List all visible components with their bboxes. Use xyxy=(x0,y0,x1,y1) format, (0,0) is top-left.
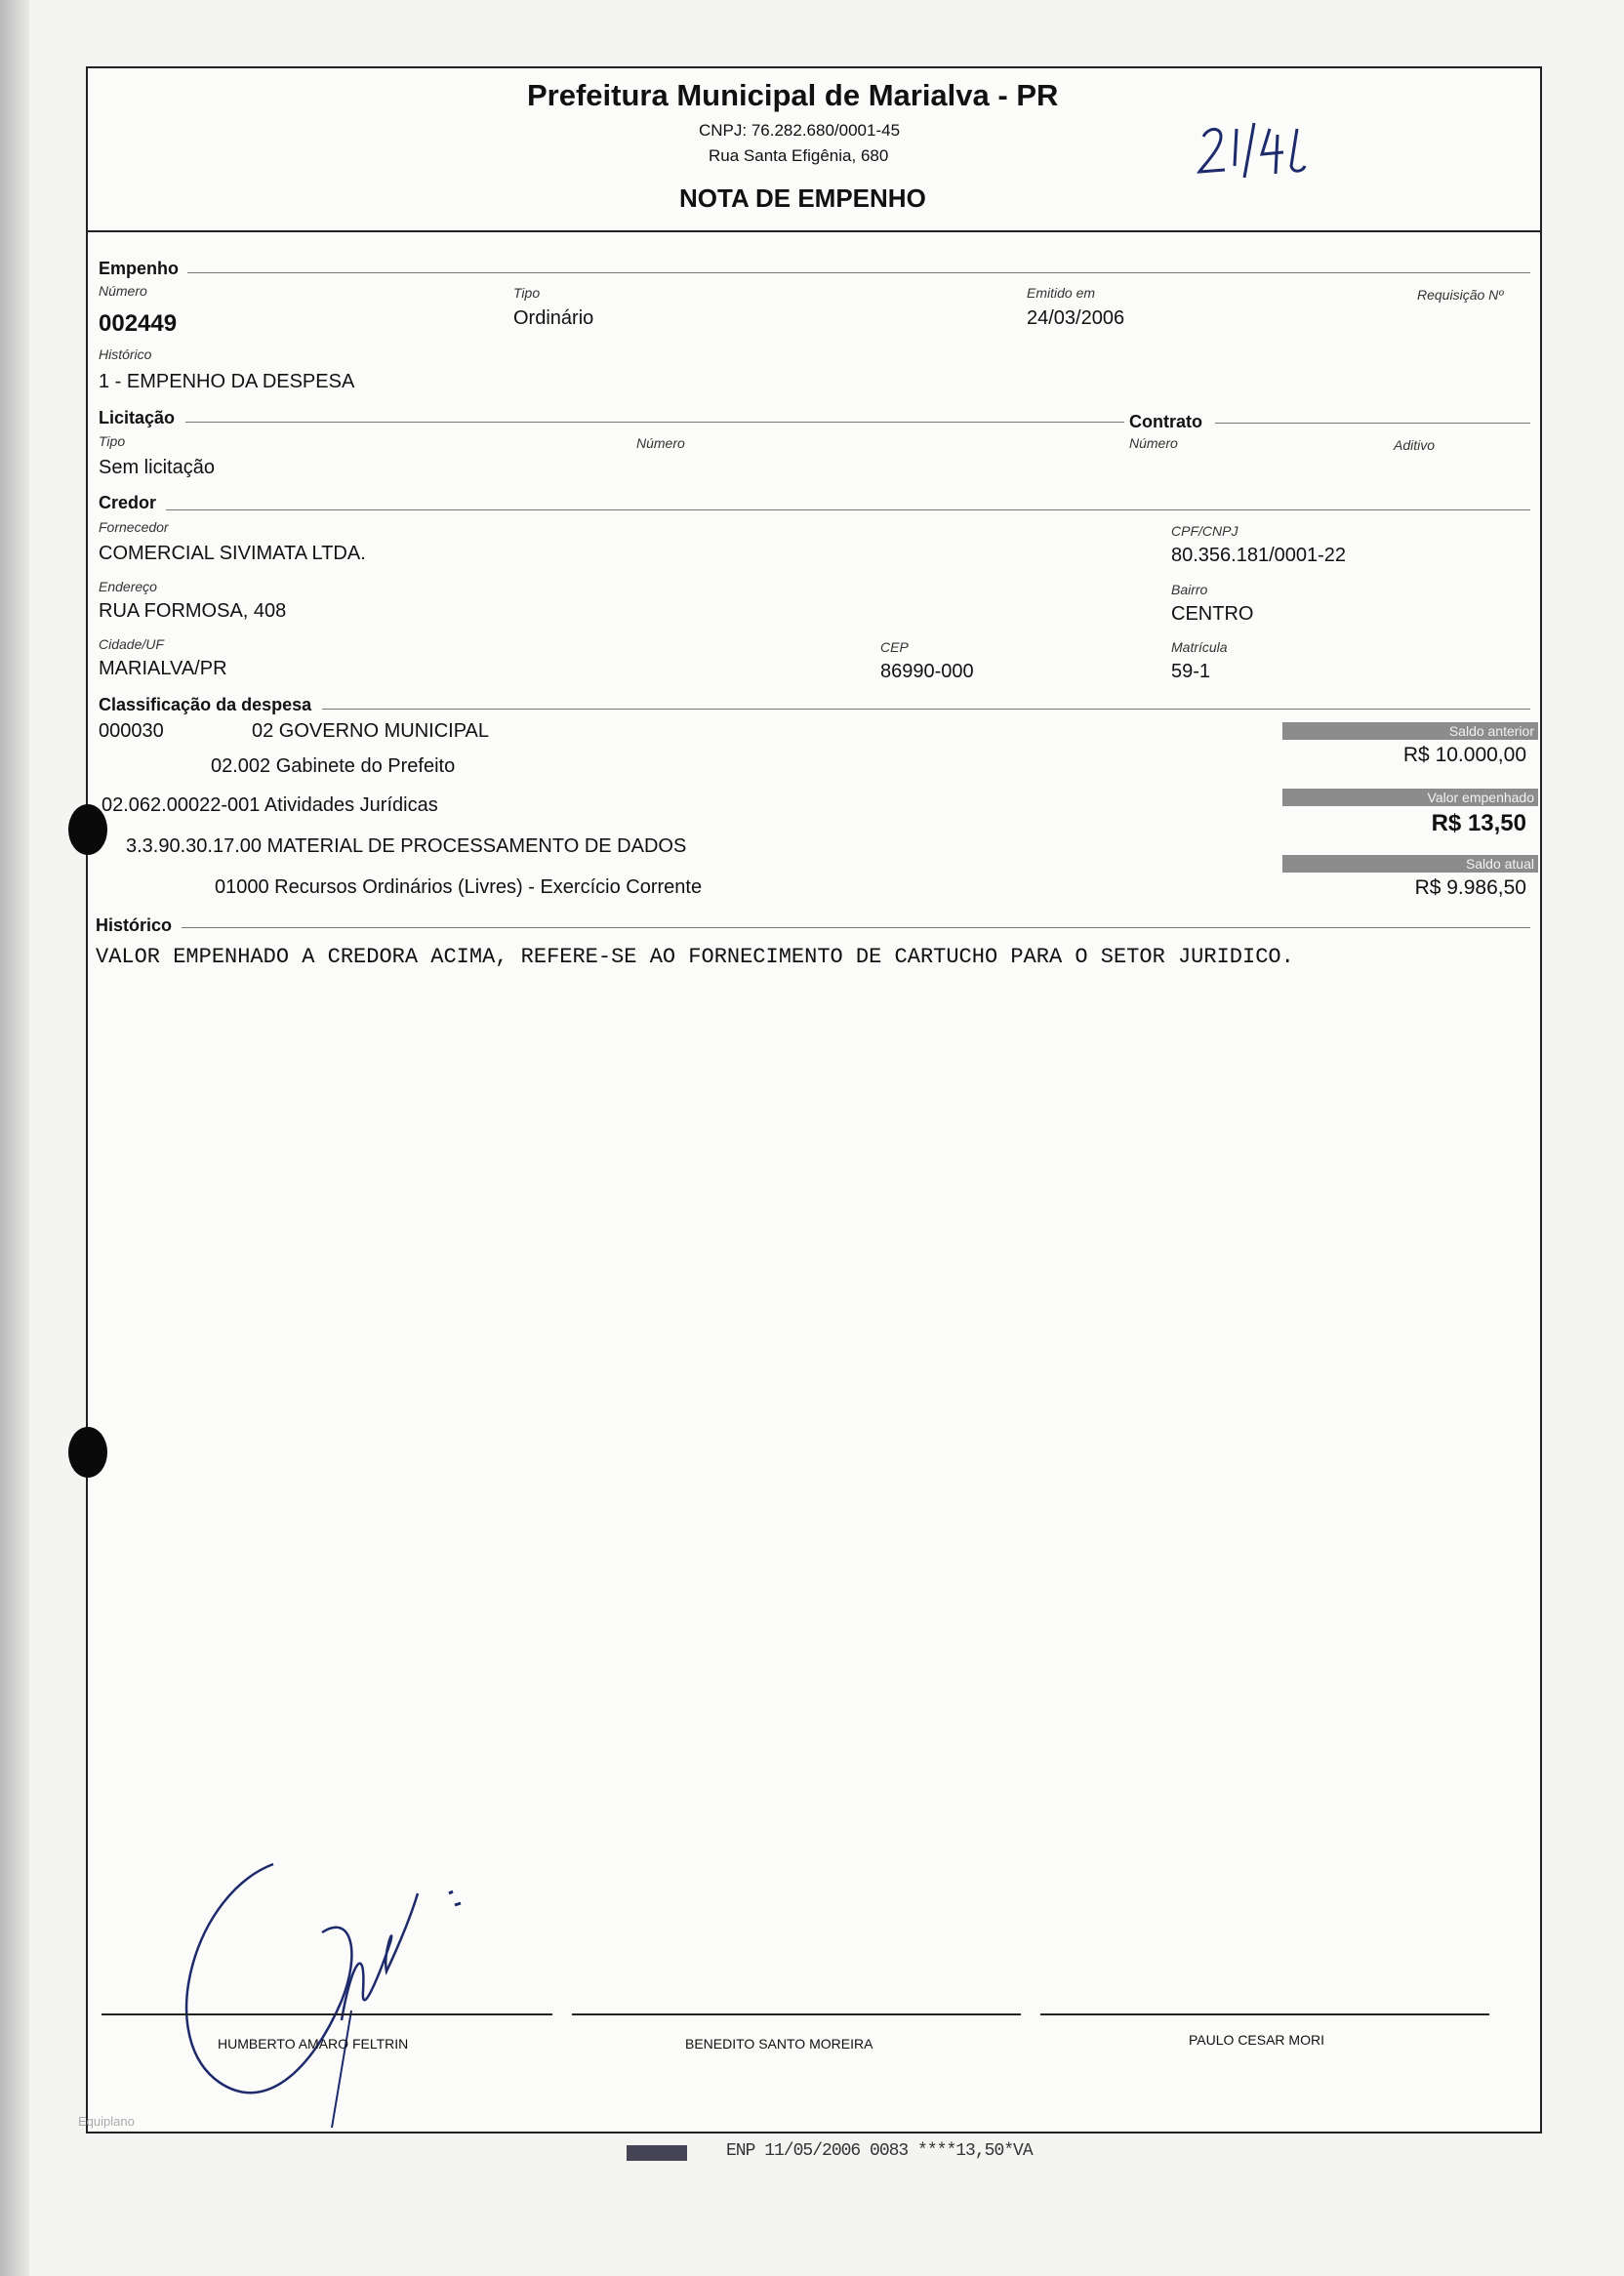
matricula-value: 59-1 xyxy=(1171,661,1211,682)
matricula-label: Matrícula xyxy=(1171,639,1228,655)
software-mark: Equiplano xyxy=(78,2114,135,2129)
orgao-line: 02 GOVERNO MUNICIPAL xyxy=(252,720,490,742)
signature-line-2 xyxy=(572,2013,1021,2015)
numero-label: Número xyxy=(99,283,147,299)
endereco-label: Endereço xyxy=(99,579,157,594)
scan-edge xyxy=(0,0,29,2276)
contrato-aditivo-label: Aditivo xyxy=(1394,437,1436,453)
punch-hole-bottom xyxy=(68,1427,107,1478)
classificacao-code: 000030 xyxy=(99,720,164,742)
requisicao-label: Requisição Nº xyxy=(1417,287,1504,303)
cpf-cnpj-value: 80.356.181/0001-22 xyxy=(1171,545,1347,566)
bairro-label: Bairro xyxy=(1171,582,1208,597)
address-text: Rua Santa Efigênia, 680 xyxy=(709,146,889,165)
contrato-rule xyxy=(1215,423,1530,424)
saldo-anterior-value: R$ 10.000,00 xyxy=(1402,744,1526,766)
cidade-value: MARIALVA/PR xyxy=(99,658,227,679)
saldo-atual-label: Saldo atual xyxy=(1282,855,1538,873)
licitacao-rule xyxy=(185,422,1124,423)
section-empenho: Empenho xyxy=(99,259,180,278)
bairro-value: CENTRO xyxy=(1171,603,1254,625)
historico-text: VALOR EMPENHADO A CREDORA ACIMA, REFERE-SE AO FORNECIMENTO DE CARTUCHO PARA O SETOR JURIDICO. xyxy=(96,945,1294,969)
stamp-logo xyxy=(627,2145,687,2161)
valor-empenhado-label: Valor empenhado xyxy=(1282,789,1538,806)
endereco-value: RUA FORMOSA, 408 xyxy=(99,600,287,622)
historico-label: Histórico xyxy=(99,346,152,362)
cep-label: CEP xyxy=(880,639,909,655)
cnpj-text: CNPJ: 76.282.680/0001-45 xyxy=(699,121,901,140)
header-divider xyxy=(86,230,1540,232)
punch-hole-top xyxy=(68,804,107,855)
signature-mark xyxy=(156,1835,508,2128)
section-licitacao: Licitação xyxy=(99,408,176,427)
unidade-line: 02.002 Gabinete do Prefeito xyxy=(211,755,456,777)
emitido-date: 24/03/2006 xyxy=(1027,307,1125,329)
licitacao-numero-label: Número xyxy=(636,435,685,451)
section-classificacao: Classificação da despesa xyxy=(99,695,312,714)
handwritten-note xyxy=(1196,115,1313,183)
document-title: NOTA DE EMPENHO xyxy=(679,183,926,213)
section-historico: Histórico xyxy=(96,915,173,935)
signature-line-3 xyxy=(1040,2013,1489,2015)
emitido-label: Emitido em xyxy=(1027,285,1096,301)
signature-name-1: HUMBERTO AMARO FELTRIN xyxy=(218,2036,409,2052)
tipo-label: Tipo xyxy=(513,285,541,301)
page-title: Prefeitura Municipal de Marialva - PR xyxy=(527,78,1059,112)
licitacao-tipo-label: Tipo xyxy=(99,433,126,449)
fornecedor-value: COMERCIAL SIVIMATA LTDA. xyxy=(99,543,366,564)
contrato-numero-label: Número xyxy=(1129,435,1178,451)
empenho-rule xyxy=(187,272,1530,273)
historico-value: 1 - EMPENHO DA DESPESA xyxy=(99,371,355,392)
credor-rule xyxy=(166,509,1530,510)
saldo-anterior-label: Saldo anterior xyxy=(1282,722,1538,740)
saldo-atual-value: R$ 9.986,50 xyxy=(1414,876,1526,899)
bottom-stamp: ENP 11/05/2006 0083 ****13,50*VA xyxy=(726,2141,1033,2161)
elemento-line: 3.3.90.30.17.00 MATERIAL DE PROCESSAMENTO DE DADOS xyxy=(126,835,687,857)
recurso-line: 01000 Recursos Ordinários (Livres) - Exercício Corrente xyxy=(215,876,703,898)
tipo-value: Ordinário xyxy=(513,307,594,329)
cidade-label: Cidade/UF xyxy=(99,636,164,652)
empenho-number: 002449 xyxy=(99,310,178,337)
fornecedor-label: Fornecedor xyxy=(99,519,169,535)
cep-value: 86990-000 xyxy=(880,661,974,682)
section-contrato: Contrato xyxy=(1129,412,1202,431)
licitacao-tipo-value: Sem licitação xyxy=(99,457,215,478)
valor-empenhado-value: R$ 13,50 xyxy=(1431,810,1526,836)
funcional-line: 02.062.00022-001 Atividades Jurídicas xyxy=(102,794,438,816)
signature-name-2: BENEDITO SANTO MOREIRA xyxy=(685,2036,873,2052)
section-credor: Credor xyxy=(99,493,157,512)
signature-line-1 xyxy=(102,2013,552,2015)
classificacao-rule xyxy=(322,709,1530,710)
historico-rule xyxy=(182,927,1530,928)
cpf-cnpj-label: CPF/CNPJ xyxy=(1171,523,1238,539)
signature-name-3: PAULO CESAR MORI xyxy=(1189,2032,1324,2048)
